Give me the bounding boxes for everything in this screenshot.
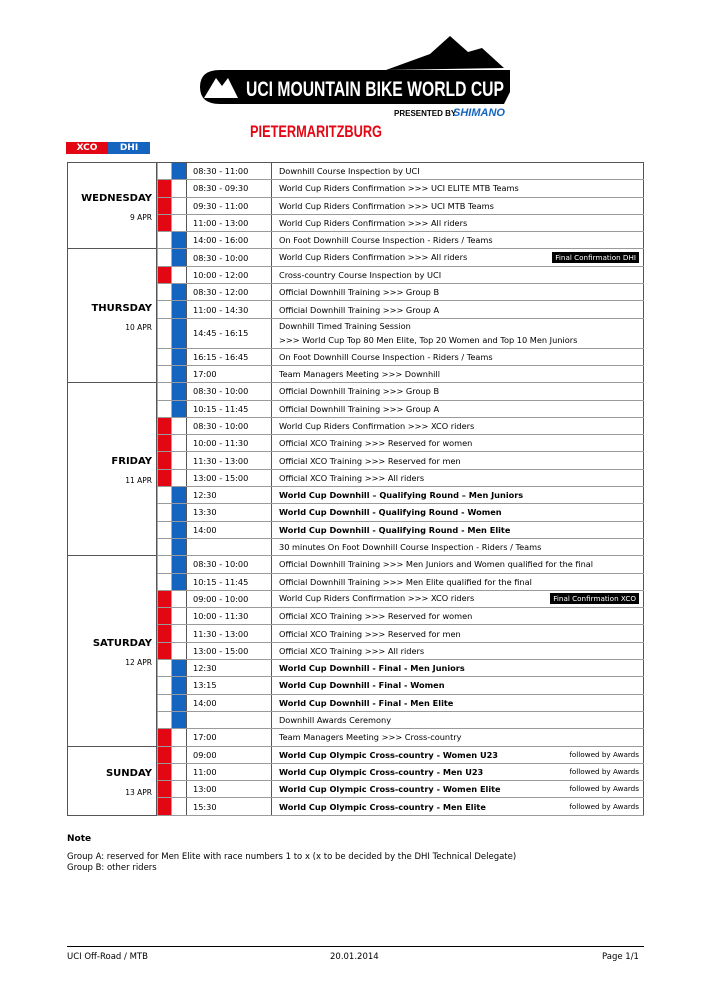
xco-marker	[157, 417, 187, 434]
activity-cell	[272, 521, 644, 538]
xco-marker	[157, 452, 187, 469]
time-cell: 09:30 - 11:00	[187, 197, 272, 214]
xco-marker	[157, 214, 187, 231]
xco-marker	[157, 435, 187, 452]
day-date: 9 APR	[129, 212, 152, 222]
time-cell	[187, 711, 272, 728]
dhi-marker	[157, 348, 187, 365]
activity-text: World Cup Riders Confirmation >>> All riders	[279, 218, 468, 229]
day-name: SATURDAY	[92, 637, 152, 649]
activity-text: World Cup Riders Confirmation >>> All riders	[279, 252, 468, 263]
activity-cell	[272, 266, 644, 283]
note-line-group-a: Group A: reserved for Men Elite with race numbers 1 to x (x to be decided by the DHI Technical Delegate)	[67, 852, 517, 862]
dhi-marker	[157, 660, 187, 677]
xco-marker	[157, 180, 187, 197]
time-cell: 13:00	[187, 781, 272, 798]
day-cell	[68, 249, 157, 383]
time-cell: 17:00	[187, 729, 272, 746]
day-cell	[68, 746, 157, 815]
legend-dhi: DHI	[108, 142, 150, 154]
time-cell: 17:00	[187, 365, 272, 382]
day-date: 11 APR	[125, 476, 152, 486]
activity-text: Downhill Timed Training Session	[279, 321, 411, 332]
activity-text: 30 minutes On Foot Downhill Course Inspection - Riders / Teams	[279, 542, 542, 553]
day-name: SUNDAY	[105, 767, 152, 779]
time-cell: 08:30 - 12:00	[187, 284, 272, 301]
activity-text: World Cup Downhill - Qualifying Round - Men Elite	[279, 524, 511, 535]
activity-text: Official Downhill Training >>> Group A	[279, 403, 440, 414]
note-title: Note	[67, 834, 92, 844]
activity-text: Team Managers Meeting >>> Downhill	[279, 369, 441, 380]
day-date: 13 APR	[125, 787, 152, 797]
dhi-marker	[157, 318, 187, 348]
activity-text: Official Downhill Training >>> Group A	[279, 304, 440, 315]
dhi-marker	[157, 249, 187, 266]
xco-marker	[157, 746, 187, 763]
activity-cell	[272, 660, 644, 677]
activity-cell	[272, 214, 644, 231]
time-cell: 13:00 - 15:00	[187, 469, 272, 486]
day-date: 12 APR	[125, 657, 152, 667]
xco-marker	[157, 197, 187, 214]
logo-title: UCI MOUNTAIN BIKE WORLD CUP	[246, 78, 504, 101]
activity-text: World Cup Olympic Cross-country - Men Elite	[279, 801, 486, 812]
final-confirmation-badge: Final Confirmation XCO	[550, 593, 639, 604]
time-cell: 11:00 - 13:00	[187, 214, 272, 231]
activity-text: Downhill Awards Ceremony	[279, 715, 392, 726]
dhi-marker	[157, 284, 187, 301]
schedule-row	[68, 383, 644, 400]
dhi-marker	[157, 163, 187, 180]
activity-text: Official Downhill Training >>> Men Elite qualified for the final	[279, 576, 532, 587]
dhi-marker	[157, 538, 187, 555]
activity-cell	[272, 694, 644, 711]
activity-text: World Cup Downhill - Qualifying Round - Women	[279, 507, 502, 518]
activity-cell	[272, 318, 644, 348]
awards-note: followed by Awards	[569, 749, 639, 759]
final-confirmation-badge: Final Confirmation DHI	[552, 252, 639, 263]
xco-marker	[157, 763, 187, 780]
time-cell: 14:00	[187, 694, 272, 711]
activity-cell	[272, 556, 644, 573]
activity-cell	[272, 538, 644, 555]
day-name: FRIDAY	[111, 456, 152, 468]
awards-note: followed by Awards	[569, 801, 639, 811]
activity-text: On Foot Downhill Course Inspection - Riders / Teams	[279, 235, 493, 246]
dhi-marker	[157, 301, 187, 318]
time-cell: 16:15 - 16:45	[187, 348, 272, 365]
time-cell: 10:00 - 12:00	[187, 266, 272, 283]
time-cell: 08:30 - 11:00	[187, 163, 272, 180]
time-cell: 08:30 - 10:00	[187, 556, 272, 573]
day-cell	[68, 556, 157, 746]
activity-cell	[272, 590, 644, 607]
activity-cell	[272, 781, 644, 798]
xco-marker	[157, 266, 187, 283]
time-cell: 14:00 - 16:00	[187, 232, 272, 249]
activity-text: World Cup Riders Confirmation >>> XCO riders	[279, 593, 475, 604]
activity-text-line2: >>> World Cup Top 80 Men Elite, Top 20 Women and Top 10 Men Juniors	[279, 335, 578, 346]
activity-text: World Cup Olympic Cross-country - Women Elite	[279, 784, 501, 795]
activity-cell	[272, 365, 644, 382]
time-cell: 11:30 - 13:00	[187, 452, 272, 469]
time-cell: 11:30 - 13:00	[187, 625, 272, 642]
activity-text: Cross-country Course Inspection by UCI	[279, 269, 442, 280]
activity-text: Official XCO Training >>> Reserved for men	[279, 455, 461, 466]
activity-cell	[272, 400, 644, 417]
footer-left: UCI Off-Road / MTB	[67, 952, 148, 962]
dhi-marker	[157, 677, 187, 694]
time-cell: 11:00 - 14:30	[187, 301, 272, 318]
activity-cell	[272, 197, 644, 214]
activity-cell	[272, 798, 644, 815]
time-cell: 08:30 - 10:00	[187, 383, 272, 400]
time-cell: 08:30 - 10:00	[187, 249, 272, 266]
time-cell: 12:30	[187, 487, 272, 504]
time-cell: 10:15 - 11:45	[187, 573, 272, 590]
mountain-silhouette	[386, 36, 504, 70]
activity-cell	[272, 642, 644, 659]
activity-text: Team Managers Meeting >>> Cross-country	[279, 732, 462, 743]
activity-text: Official Downhill Training >>> Group B	[279, 386, 440, 397]
time-cell: 10:00 - 11:30	[187, 608, 272, 625]
xco-marker	[157, 469, 187, 486]
activity-cell	[272, 232, 644, 249]
activity-text: World Cup Downhill - Final - Women	[279, 680, 445, 691]
dhi-marker	[157, 694, 187, 711]
time-cell: 14:45 - 16:15	[187, 318, 272, 348]
time-cell: 08:30 - 09:30	[187, 180, 272, 197]
day-cell	[68, 163, 157, 249]
time-cell: 09:00 - 10:00	[187, 590, 272, 607]
time-cell: 10:15 - 11:45	[187, 400, 272, 417]
day-cell	[68, 383, 157, 556]
activity-cell	[272, 163, 644, 180]
activity-cell	[272, 711, 644, 728]
time-cell: 12:30	[187, 660, 272, 677]
schedule-row	[68, 746, 644, 763]
activity-cell	[272, 452, 644, 469]
xco-marker	[157, 625, 187, 642]
xco-marker	[157, 590, 187, 607]
xco-marker	[157, 729, 187, 746]
time-cell: 13:00 - 15:00	[187, 642, 272, 659]
activity-cell	[272, 383, 644, 400]
day-name: THURSDAY	[91, 302, 152, 314]
activity-text: Official Downhill Training >>> Group B	[279, 287, 440, 298]
footer-page: Page 1/1	[602, 952, 639, 962]
awards-note: followed by Awards	[569, 784, 639, 794]
schedule-row	[68, 556, 644, 573]
dhi-marker	[157, 232, 187, 249]
dhi-marker	[157, 573, 187, 590]
discipline-legend	[66, 142, 150, 154]
uci-world-cup-logo	[198, 34, 518, 146]
legend-xco: XCO	[66, 142, 108, 154]
dhi-marker	[157, 556, 187, 573]
time-cell: 13:30	[187, 504, 272, 521]
activity-cell	[272, 249, 644, 266]
activity-text: World Cup Downhill – Qualifying Round – Men Juniors	[279, 490, 524, 501]
dhi-marker	[157, 521, 187, 538]
schedule-row	[68, 163, 644, 180]
footer-date: 20.01.2014	[330, 952, 379, 962]
activity-cell	[272, 417, 644, 434]
time-cell: 10:00 - 11:30	[187, 435, 272, 452]
activity-cell	[272, 284, 644, 301]
time-cell: 09:00	[187, 746, 272, 763]
activity-text: Official XCO Training >>> Reserved for men	[279, 628, 461, 639]
dhi-marker	[157, 365, 187, 382]
activity-cell	[272, 608, 644, 625]
time-cell: 13:15	[187, 677, 272, 694]
activity-text: Official Downhill Training >>> Men Juniors and Women qualified for the final	[279, 559, 594, 570]
note-line-group-b: Group B: other riders	[67, 863, 157, 873]
activity-cell	[272, 504, 644, 521]
activity-text: World Cup Olympic Cross-country - Men U23	[279, 766, 484, 777]
activity-cell	[272, 746, 644, 763]
schedule-table	[67, 162, 644, 816]
logo-presented-by: PRESENTED BY	[394, 109, 457, 118]
activity-text: World Cup Riders Confirmation >>> UCI ELITE MTB Teams	[279, 183, 519, 194]
activity-text: Official XCO Training >>> Reserved for women	[279, 611, 473, 622]
activity-text: On Foot Downhill Course Inspection - Riders / Teams	[279, 351, 493, 362]
activity-cell	[272, 573, 644, 590]
schedule-row	[68, 249, 644, 266]
venue-title: PIETERMARITZBURG	[250, 122, 382, 141]
footer-divider	[67, 946, 644, 947]
activity-cell	[272, 435, 644, 452]
activity-text: World Cup Olympic Cross-country - Women U23	[279, 749, 498, 760]
day-date: 10 APR	[125, 322, 152, 332]
xco-marker	[157, 781, 187, 798]
time-cell: 11:00	[187, 763, 272, 780]
time-cell: 15:30	[187, 798, 272, 815]
activity-cell	[272, 677, 644, 694]
dhi-marker	[157, 400, 187, 417]
xco-marker	[157, 608, 187, 625]
time-cell	[187, 538, 272, 555]
activity-text: World Cup Downhill - Final - Men Elite	[279, 697, 454, 708]
activity-cell	[272, 469, 644, 486]
activity-cell	[272, 180, 644, 197]
time-cell: 08:30 - 10:00	[187, 417, 272, 434]
time-cell: 14:00	[187, 521, 272, 538]
dhi-marker	[157, 504, 187, 521]
activity-text: Official XCO Training >>> Reserved for women	[279, 438, 473, 449]
activity-cell	[272, 487, 644, 504]
activity-cell	[272, 729, 644, 746]
awards-note: followed by Awards	[569, 766, 639, 776]
activity-text: Official XCO Training >>> All riders	[279, 645, 425, 656]
day-name: WEDNESDAY	[81, 192, 152, 204]
activity-text: Downhill Course Inspection by UCI	[279, 166, 420, 177]
dhi-marker	[157, 383, 187, 400]
xco-marker	[157, 642, 187, 659]
dhi-marker	[157, 711, 187, 728]
activity-cell	[272, 348, 644, 365]
logo-sponsor: SHIMANO	[453, 107, 505, 119]
activity-text: World Cup Riders Confirmation >>> XCO riders	[279, 421, 475, 431]
dhi-marker	[157, 487, 187, 504]
activity-cell	[272, 763, 644, 780]
activity-text: World Cup Downhill - Final - Men Juniors	[279, 663, 465, 674]
activity-text: Official XCO Training >>> All riders	[279, 472, 425, 483]
activity-cell	[272, 301, 644, 318]
activity-text: World Cup Riders Confirmation >>> UCI MTB Teams	[279, 200, 494, 211]
activity-cell	[272, 625, 644, 642]
xco-marker	[157, 798, 187, 815]
